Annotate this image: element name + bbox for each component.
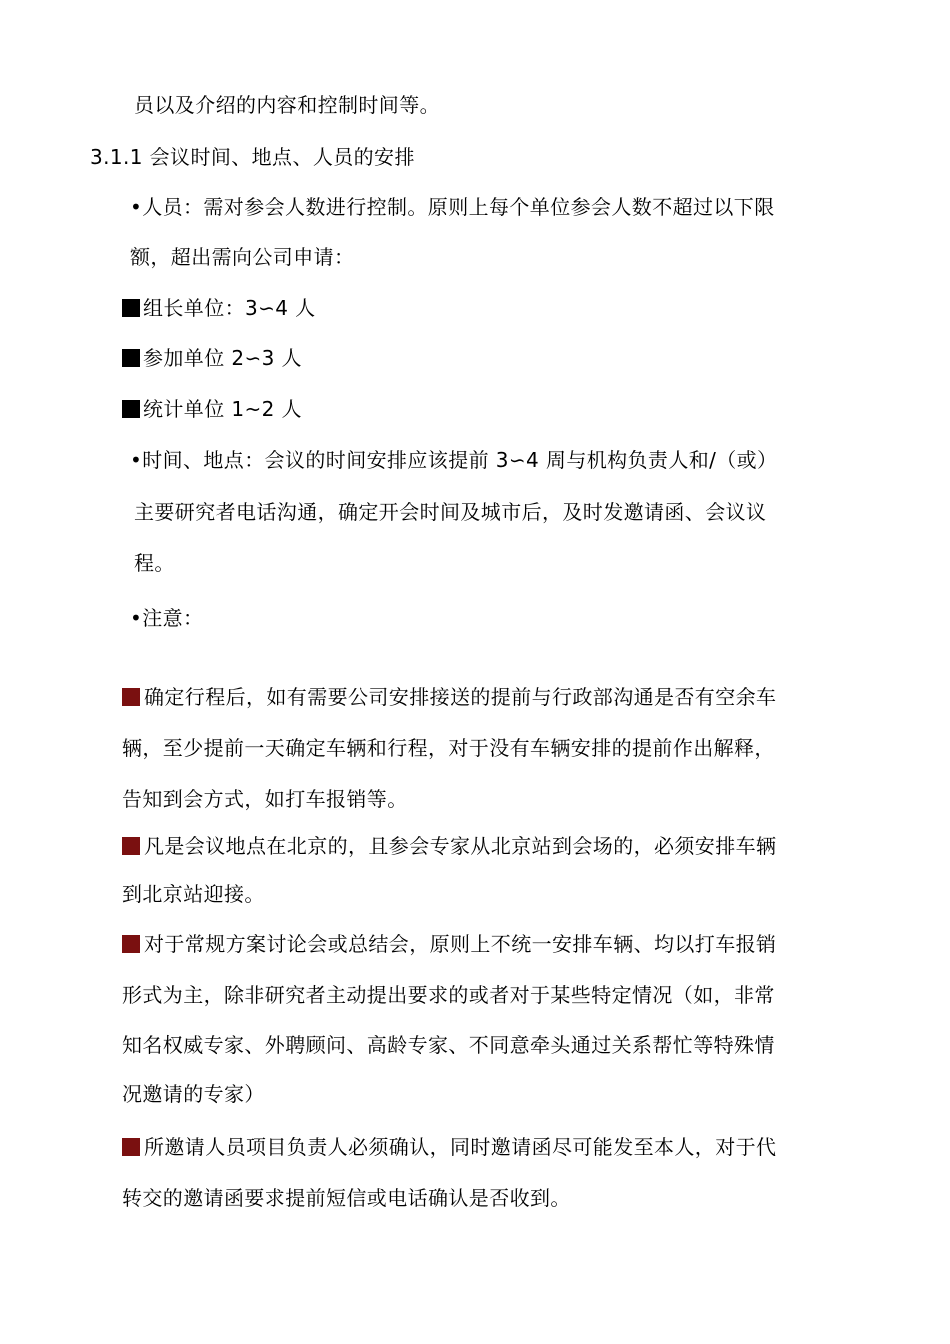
note-text: 对于常规方案讨论会或总结会，原则上不统一安排车辆、均以打车报销 bbox=[144, 932, 777, 956]
note-text: 确定行程后，如有需要公司安排接送的提前与行政部沟通是否有空余车 bbox=[144, 685, 777, 709]
paragraph-continuation: 员以及介绍的内容和控制时间等。 bbox=[134, 93, 440, 117]
note-2-line-1 bbox=[122, 832, 776, 860]
note-text: 凡是会议地点在北京的，且参会专家从北京站到会场的，必须安排车辆 bbox=[144, 834, 777, 858]
square-bullet-icon bbox=[122, 688, 140, 706]
limit-text: 统计单位 1~2 人 bbox=[143, 397, 302, 421]
square-bullet-icon bbox=[122, 349, 140, 367]
note-4-line-1 bbox=[122, 1133, 776, 1161]
note-1-line-2: 辆，至少提前一天确定车辆和行程，对于没有车辆安排的提前作出解释， bbox=[122, 736, 775, 760]
square-bullet-icon bbox=[122, 1138, 140, 1156]
square-bullet-icon bbox=[122, 837, 140, 855]
limit-item-participant bbox=[122, 344, 302, 372]
note-3-line-4: 况邀请的专家） bbox=[122, 1082, 265, 1106]
square-bullet-icon bbox=[122, 299, 140, 317]
note-2-line-2: 到北京站迎接。 bbox=[122, 882, 265, 906]
note-3-line-2: 形式为主，除非研究者主动提出要求的或者对于某些特定情况（如，非常 bbox=[122, 983, 775, 1007]
limit-text: 组长单位：3∽4 人 bbox=[143, 296, 316, 320]
personnel-text-line-2: 额，超出需向公司申请： bbox=[130, 245, 355, 269]
limit-item-leader bbox=[122, 294, 316, 322]
section-heading: 3.1.1 会议时间、地点、人员的安排 bbox=[90, 145, 415, 169]
square-bullet-icon bbox=[122, 935, 140, 953]
time-place-line-2: 主要研究者电话沟通，确定开会时间及城市后，及时发邀请函、会议议 bbox=[134, 500, 767, 524]
note-text: 所邀请人员项目负责人必须确认，同时邀请函尽可能发至本人，对于代 bbox=[144, 1135, 777, 1159]
square-bullet-icon bbox=[122, 400, 140, 418]
time-place-line-3: 程。 bbox=[134, 551, 175, 575]
note-3-line-3: 知名权威专家、外聘顾问、高龄专家、不同意牵头通过关系帮忙等特殊情 bbox=[122, 1033, 775, 1057]
personnel-text-line-1: •人员：需对参会人数进行控制。原则上每个单位参会人数不超过以下限 bbox=[130, 195, 775, 219]
note-3-line-1 bbox=[122, 930, 776, 958]
time-place-line-1: •时间、地点：会议的时间安排应该提前 3∽4 周与机构负责人和/（或） bbox=[130, 448, 778, 472]
limit-item-statistics bbox=[122, 395, 302, 423]
limit-text: 参加单位 2∽3 人 bbox=[143, 346, 302, 370]
note-4-line-2: 转交的邀请函要求提前短信或电话确认是否收到。 bbox=[122, 1186, 571, 1210]
note-1-line-3: 告知到会方式，如打车报销等。 bbox=[122, 787, 408, 811]
note-1-line-1 bbox=[122, 683, 776, 711]
note-label: •注意： bbox=[130, 606, 204, 630]
